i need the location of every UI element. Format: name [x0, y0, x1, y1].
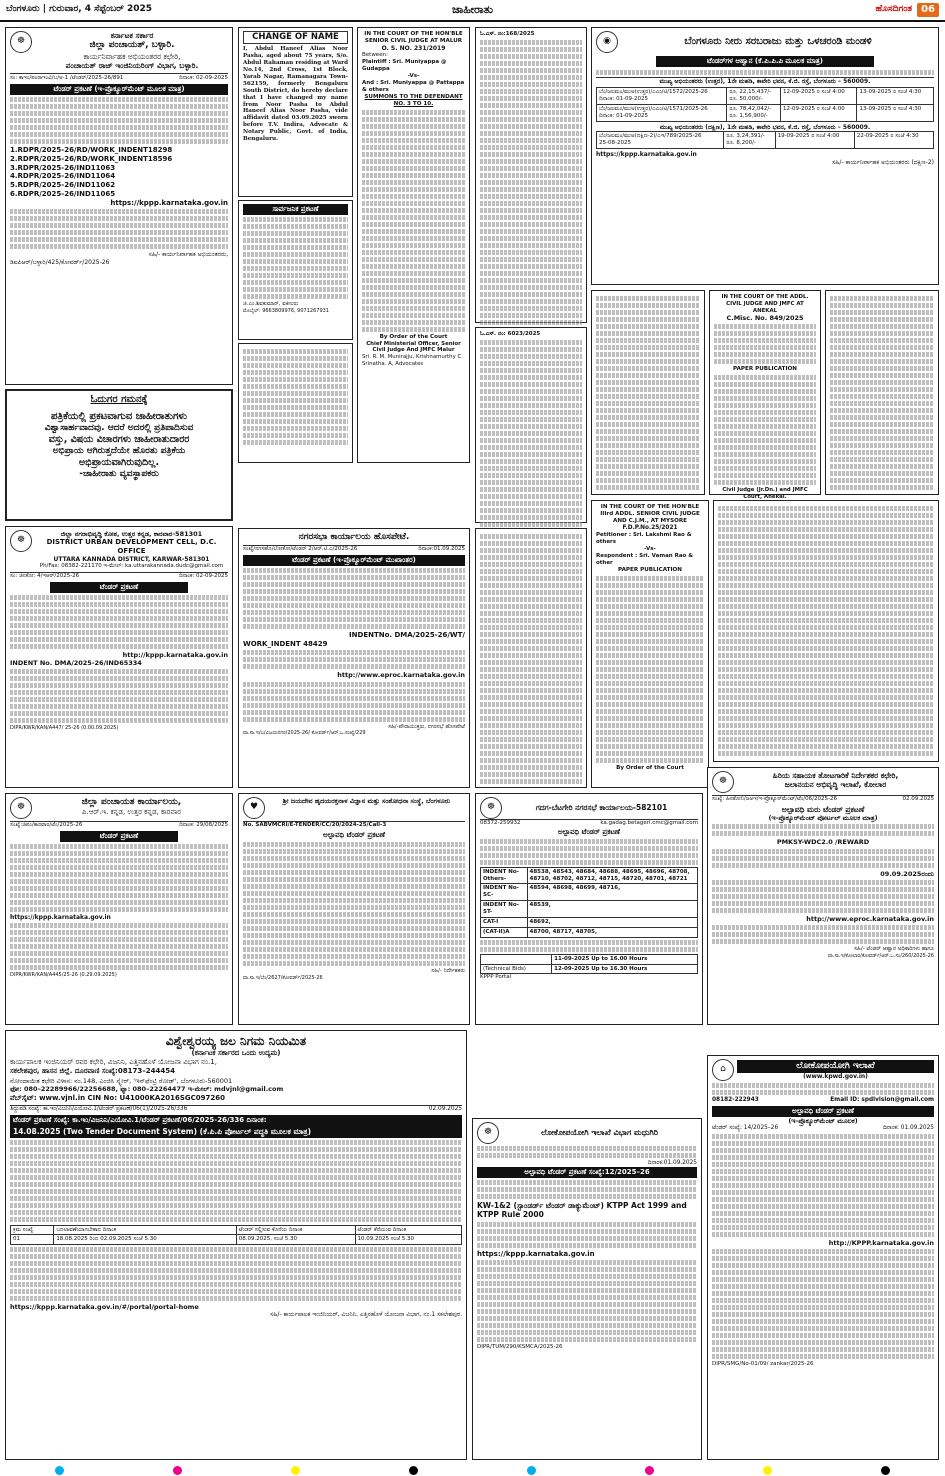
ref-number: ಓ.ಎಸ್. ನಂ:168/2025: [480, 31, 535, 37]
notice-line: ಅಭಿಪ್ರಾಯ ಆಗಿರುತ್ತದೆಯೇ ಹೊರತು ಪತ್ರಿಕೆಯ: [52, 446, 186, 457]
notice-line: ಪತ್ರಿಕೆಯಲ್ಲಿ ಪ್ರಕಟವಾಗುವ ಜಾಹೀರಾತುಗಳು: [50, 410, 188, 422]
color-registration-strip: [0, 1464, 945, 1476]
cyan-dot: [55, 1466, 64, 1475]
karnataka-emblem-icon: ☸: [712, 771, 734, 793]
list-item: 3.RDPR/2025-26/IND11063: [10, 163, 116, 172]
table-cell: 18.08.2025 ರಿಂದ 02.09.2025 ಸಂಜೆ 5.30: [54, 1235, 236, 1245]
ad-title: ಸಾರ್ವಜನಿಕ ಪ್ರಕಟಣೆ: [243, 204, 348, 215]
table-row: [481, 964, 698, 974]
court-title: IN THE COURT OF THE ADDL. CIVIL JUDGE AND JMFC AT ANEKAL: [721, 294, 809, 314]
ad-title: CHANGE OF NAME: [243, 31, 348, 44]
tender-label: 14.08.2025 (Two Tender Document System) (ಕೆ.ಪಿ.ಪಿ ಪೋರ್ಟಲ್ ಪದ್ಧತಿ ಮೂಲಕ ಮಾತ್ರ): [10, 1126, 462, 1137]
tender-label: ಅಲ್ಪಾವಧಿ ಟೆಂಡರ್ ಪ್ರಕಟಣೆ ಸಂಖ್ಯೆ:12/2025–26: [477, 1167, 697, 1178]
indent-number: INDENT No. DMA/2025-26/IND65334: [10, 658, 142, 667]
jayadeva-ad: [238, 793, 470, 1025]
portal-link[interactable]: https://kppp.karnataka.gov.in: [477, 1249, 595, 1258]
table-header: ಟೆಂಡರ್ ಸಲ್ಲಿಸುವ ಕೊನೆಯ ದಿನಾಂಕ: [236, 1225, 355, 1235]
court-order: By Order of the Court: [616, 764, 684, 771]
notice-line: ಅಭಿಪ್ರಾಯವಾಗಿರುವುದಿಲ್ಲ.: [78, 457, 160, 469]
tender-label: ಟೆಂಡರ್ ಪ್ರಕಟಣೆ: [60, 831, 178, 842]
tender-label: ಅಲ್ಪಾವಧಿ ಟೆಂಡರ್ ಪ್ರಕಟಣೆ: [557, 827, 621, 836]
tender-label: ಅಲ್ಪಾವಧಿ ಟೆಂಡರ್ ಪ್ರಕಟಣೆ: [712, 1106, 934, 1117]
institute-logo-icon: ♥: [243, 797, 265, 819]
table-header: ಕ್ರಮ ಸಂಖ್ಯೆ: [11, 1225, 54, 1235]
karnataka-emblem-icon: ☸: [477, 1122, 499, 1144]
case-number: C.Misc. No. 849/2025: [726, 314, 804, 323]
karnataka-emblem-icon: ☸: [480, 797, 502, 819]
ad-footer: ವಾ.ಸಾ.ಇ/ಕೋಲಾರ/ಕೋವರ್ಡ್/ಆರ್.ಒ.ಸಂ/260/2025-26: [827, 952, 934, 959]
office-title: ಲೋಕೋಪಯೋಗಿ ಇಲಾಖೆ ವಿಭಾಗ ಮಧುಗಿರಿ: [541, 1128, 658, 1137]
ad-body: I, Abdul Haneef Alias Noor Pasha, aged about 75 years, S/o. Abdul Rahaman residing at Ward No.14, 2nd Cross, 1st Block, Yarab Nagar, Ramanagara Town-562159, formerly Bengaluru South District, do hereby declare that I have changed my name from Noor Pasha to Abdul Haneef Alias Noor Pasha, vide affidavit dated 03.09.2025 sworn before T.V. Indira, Advocate & Notary Public, Govt. of India, Bengaluru.: [243, 45, 348, 143]
pwd-madhugiri-ad: [472, 1118, 702, 1460]
list-item: 6.RDPR/2025-26/IND11065: [10, 189, 116, 198]
office-line: UTTARA KANNADA DISTRICT, KARWAR-581301: [53, 555, 210, 563]
cyan-dot: [527, 1466, 536, 1475]
govt-label: ಕರ್ನಾಟಕ ಸರ್ಕಾರ: [110, 31, 154, 40]
dudc-karwar-ad: [5, 526, 233, 788]
table-cell: 01: [11, 1235, 54, 1245]
office-line: ಪಿ.ಆರ್.ಇ. ಕನ್ನಡ, ಉತ್ತರ ಕನ್ನಡ, ಕಾರವಾರ: [81, 808, 182, 817]
table-cell: ರೂ. 3,24,391/- ರೂ. 8,200/-: [724, 132, 775, 149]
indent-number: WORK_INDENT 48429: [243, 639, 328, 648]
indent-list: [10, 146, 228, 199]
table-cell: CAT-I: [481, 917, 528, 927]
karnataka-emblem-icon: ☸: [10, 31, 32, 53]
column3-notice-3: [475, 528, 587, 788]
ref-number: ಟೆಂಡರ್ ಸಂಖ್ಯೆ: 14/2025–26: [712, 1125, 779, 1132]
magenta-dot: [173, 1466, 182, 1475]
table-cell: ಬೆಂ/ಜಲಮಂ/ಮುಅ(ದಕ್ಷಿಣ-2)/ಎಇ/789/2025-26 25-08-2025: [597, 132, 724, 149]
scheme-name: PMKSY-WDC2.0 /REWARD: [776, 838, 870, 847]
watershed-kolar-ad: [707, 767, 939, 1025]
office-sub: (ಕರ್ನಾಟಕ ಸರ್ಕಾರದ ಒಂದು ಉದ್ಯಮ): [191, 1049, 281, 1057]
table-cell: (CAT-II)A: [481, 927, 528, 937]
act-reference: KW-1&2 (ಸ್ಟಾಂಡರ್ಡ್ ಟೆಂಡರ್ ಡಾಕ್ಯುಮೆಂಟ್) KTPP Act 1999 and KTPP Rule 2000: [477, 1200, 687, 1220]
case-number: F.D.P.No.25/2021: [622, 524, 678, 531]
phone-number: ಮೊಬೈಲ್: 9663809976, 9071267931: [243, 307, 329, 314]
email-address: Email ID: spdivision@gmail.com: [830, 1097, 934, 1103]
table-cell: INDENT No- Others-: [481, 867, 528, 884]
court-officer: Chief Ministerial Officer, Senior Civil Judge And JMFC Malur: [366, 340, 461, 354]
list-item: 4.RDPR/2025-26/IND11064: [10, 172, 116, 181]
table-row: [481, 867, 698, 884]
office-title: ಜಿಲ್ಲಾ ನಗರಾಭಿವೃದ್ಧಿ ಕೋಶ, ಉತ್ತರ ಕನ್ನಡ, ಕಾರವಾರ-581301: [60, 530, 203, 538]
office-contact: Ph/Fax: 08382-221170 ಇ-ಮೇಲ್: ka.uttarakannada.dudc@gmail.com: [39, 563, 224, 570]
table-row: [481, 884, 698, 901]
masthead-logo: ಹೊಸದಿಗಂತ: [875, 4, 913, 15]
ref-number: ಸಂ: ಕಾಇಂ/ಪಂರಾಇಂವಿ/ಬ/ಅ-1 /ಟೆಂಡರ್/2025-26/891: [10, 75, 124, 82]
table-cell: ರೂ. 22,15,437/- ರೂ. 50,000/-: [727, 88, 781, 105]
portal-link[interactable]: https://kppp.karnataka.gov.in: [596, 151, 697, 158]
office-title: ಬೆಂಗಳೂರು ನೀರು ಸರಬರಾಜು ಮತ್ತು ಒಳಚರಂಡಿ ಮಂಡಳಿ: [684, 35, 872, 47]
versus: -Vs-: [407, 73, 420, 80]
yellow-dot: [291, 1466, 300, 1475]
table-cell: INDENT No-ST-: [481, 901, 528, 918]
office-line: ಸಕಲೇಶಪುರ, ಹಾಸನ ಜಿಲ್ಲೆ. ದೂರವಾಣಿ ಸಂಖ್ಯೆ:08173–244454: [10, 1066, 175, 1075]
signature-line: ಸಹಿ/-ಪೌರಾಯುಕ್ತರು, ನಗರಸಭೆ ಹೊಸಪೇಟೆ: [388, 723, 465, 730]
list-item: 5.RDPR/2025-26/IND11062: [10, 181, 116, 189]
office-title: ಜಿಲ್ಲಾ ಪಂಚಾಯತ ಕಾರ್ಯಾಲಯ,: [81, 797, 182, 807]
court-officer: Civil Judge (Jr.Dn.) and JMFC Court, Anekal.: [722, 487, 808, 501]
publication-label: PAPER PUBLICATION: [618, 566, 682, 573]
office-title: ಲೋಕೋಪಯೋಗಿ ಇಲಾಖೆ: [737, 1060, 934, 1073]
office-title: ಜಲಾನಯನ ಅಭಿವೃದ್ಧಿ ಇಲಾಖೆ, ಕೋಲಾರ: [784, 780, 887, 790]
table-cell: 12-09-2025 ರ ಸಂಜೆ 4:00: [780, 88, 856, 105]
bwssb-ad: [591, 27, 939, 285]
mysore-court-ad: [591, 500, 709, 788]
black-dot: [881, 1466, 890, 1475]
deadline-table: [480, 954, 698, 975]
list-item: 2.RDPR/2025-26/RD/WORK_INDENT18596: [10, 154, 173, 163]
notice-line: ವಸ್ತು, ವಿಷಯ ವಿಚಾರಗಳು ಜಾಹೀರಾತುದಾರರ: [48, 434, 190, 446]
public-notice-ad: [238, 200, 353, 340]
portal-name: KPPP Portal: [480, 974, 512, 981]
portal-link[interactable]: https://kppp.karnataka.gov.in: [10, 913, 111, 921]
table-row: [481, 901, 698, 918]
column3-notice-2: [475, 327, 587, 523]
table-cell: (Technical Bids): [481, 964, 552, 974]
ad-footer: DIPR/KWR/KAN/A447/ 25-26 (0.00.09.2025): [10, 724, 119, 731]
portal-link[interactable]: https://kppp.karnataka.gov.in: [110, 198, 228, 207]
section-title: ಜಾಹೀರಾತು: [451, 3, 494, 17]
tender-label: ಅಲ್ಪಾವಧಿ ಮರು ಟೆಂಡರ್ ಪ್ರಕಟಣೆ: [781, 804, 865, 814]
notice-title: ಓದುಗರ ಗಮನಕ್ಕೆ: [90, 394, 148, 405]
table-header: ಟೆಂಡರ್ ತೆರೆಯುವ ದಿನಾಂಕ: [355, 1225, 461, 1235]
pwd-shivamogga-ad: [707, 1055, 939, 1460]
black-dot: [409, 1466, 418, 1475]
tender-table: [596, 131, 934, 149]
ref-date: 02.09.2025: [428, 1106, 462, 1113]
ref-date: ದಿನಾಂಕ: 01.09.2025: [882, 1125, 934, 1132]
tender-label: ಟೆಂಡರ್‌ಗಳ ಆಹ್ವಾನ (ಕೆ.ಪಿ.ಪಿ.ಪಿ ಮೂಲಕ ಮಾತ್ರ): [656, 56, 874, 67]
tender-label: ಅಲ್ಪಾವಧಿ ಟೆಂಡರ್ ಪ್ರಕಟಣೆ: [322, 830, 386, 839]
vjnl-ad: [5, 1030, 467, 1460]
tender-table: [596, 87, 934, 122]
ref-date: ದಿನಾಂಕ: 02-09-2025: [178, 75, 228, 82]
table-cell: INDENT No-SC-: [481, 884, 528, 901]
phone-number: 08182-222943: [712, 1097, 759, 1103]
table-row: [597, 105, 934, 122]
ref-date: 02.09.2025: [902, 796, 934, 802]
publication-label: PAPER PUBLICATION: [733, 366, 797, 373]
tender-label: ಟೆಂಡರ್ ಪ್ರಕಟಣೆ ಸಂಖ್ಯೆ: ಕಾ.ಇಂ/ವಿಜನಿನಿ/ಎಯೋವಿ.1/ಟೆಂಡರ್ ಪ್ರಕಟಣೆ/06/2025-26/336 ದಿನಾಂಕ:: [10, 1115, 462, 1126]
defendant: And : Sri. Muniyappa @ Pattappa & others: [362, 79, 465, 93]
ref-number: ಸಂಖ್ಯೆ/ನಗಸಹೊ/ಲೋಕೋ/ಟೆಂಡರ್ 2/ಆರ್.ಟಿ.ಎ/2025-26: [243, 546, 358, 553]
table-cell: 12-09-2025 ರ ಸಂಜೆ 4:00: [780, 105, 856, 122]
case-number: O. S. NO. 231/2019: [381, 44, 446, 52]
karnataka-emblem-icon: ☸: [10, 530, 32, 552]
tender-sublabel: (ಇ-ಪ್ರೊಕ್ಯೂರ್‌ಮೆಂಟ್ ಪೋರ್ಟಲ್ ಮೂಲಕ ಮಾತ್ರ): [768, 814, 878, 823]
zp-ballari-ad: [5, 27, 233, 385]
office-line: ಕಾರ್ಯನಿರ್ವಾಹಕ ಅಭಿಯಂತರರ ಕಛೇರಿ,: [83, 51, 181, 61]
notice-line: ವಿಶ್ವಾಸಾರ್ಹವಾದವು. ಆದರೆ ಅದರಲ್ಲಿ ಪ್ರತಿಪಾದಿಸುವ: [44, 423, 194, 433]
karnataka-emblem-icon: ☸: [10, 797, 32, 819]
list-item: 1.RDPR/2025-26/RD/WORK_INDENT18298: [10, 146, 173, 154]
office-line: ಕಾರ್ಯಪಾಲಕ ಇಂಜಿನಿಯರ್ ರವರ ಕಛೇರಿ, ವಿಜನಿನಿ, ಎತ್ತಿನಹೊಳೆ ಯೋಜನಾ ವಿಭಾಗ ನಂ.1,: [10, 1057, 217, 1066]
signature-line: ಸಹಿ/- ನಿರ್ದೇಶಕರು: [431, 967, 465, 974]
anekal-court-ad: [709, 290, 821, 501]
column3-notice-1: [475, 27, 587, 323]
table-cell: ರೂ. 78,42,042/- ರೂ. 1,56,900/-: [727, 105, 781, 122]
table-cell: [481, 954, 552, 964]
table-cell: 48700, 48717, 48705,: [527, 927, 697, 937]
summons-no: NO. 3 TO 10.: [393, 100, 434, 107]
ref-date: ದಿನಾಂಕ: 02-09-2025: [178, 573, 228, 579]
indent-number: INDENTNo. DMA/2025-26/WT/: [349, 630, 465, 639]
deadline-date: 09.09.2025ರಂದು: [880, 869, 934, 878]
ad-footer: ಡಿಐಪಿಆರ್/ಬಳ್ಳಾರಿ/425/ಕೋವರ್ಡ್/2025-26: [10, 258, 110, 266]
office-title: ಶ್ರೀ ಜಯದೇವ ಹೃದಯರಕ್ತನಾಳ ವಿಜ್ಞಾನ ಮತ್ತು ಸಂಶೋಧನಾ ಸಂಸ್ಥೆ, ಬೆಂಗಳೂರು: [282, 797, 451, 805]
table-cell: 13-09-2025 ರ ಸಂಜೆ 4:30: [857, 105, 934, 122]
amendment-table: [10, 1225, 462, 1246]
table-row: [11, 1225, 462, 1235]
table-cell: 11-09-2025 Up to 16.00 Hours: [552, 954, 698, 964]
office-website: ವೆಬ್‌ಸೈಟ್: www.vjnl.in CIN No: U41000KA2016SGC097260: [10, 1093, 225, 1102]
table-cell: 13-09-2025 ರ ಸಂಜೆ 4:30: [857, 88, 934, 105]
column4-notice-3: [713, 500, 939, 762]
ad-footer: DIPR/TUM/290/KSMCA/2025-26: [477, 1344, 563, 1351]
summons-title: SUMMONS TO THE DEFENDANT: [364, 93, 463, 100]
ref-date: ದಿನಾಂಕ: 29/08/2025: [179, 822, 228, 828]
indent-table: [480, 867, 698, 938]
office-website: (www.kpwd.gov.in): [803, 1072, 868, 1080]
ref-date: ದಿನಾಂಕ:01.09.2025: [418, 546, 465, 553]
table-cell: 48538, 48543, 48684, 48688, 48695, 48696, 48708, 48710, 48702, 48712, 48715, 48720, 48701, 48721: [527, 867, 697, 884]
table-row: [481, 954, 698, 964]
page-number: 06: [917, 3, 939, 18]
readers-notice: [5, 389, 233, 521]
ref-number: ಓ.ಎಸ್. ನಂ: 6023/2025: [480, 331, 541, 337]
phone-number: 08372-259932: [480, 820, 521, 826]
ad-footer: DIPR/KWR/KAN/A445/25-26 (0.29.09.2025): [10, 972, 117, 979]
ref-number: ಸಂಖ್ಯೆ: ಹಿಸತೋನಿ/ಜಅಇ/ಇ-ಪ್ರೊಕ್ಯೂರ್‌ಮೆಂಟ್/ಟೆಂ/06/2025-26: [712, 796, 837, 802]
ref-number: ತಿದ್ದುಪಡಿ ಸಂಖ್ಯೆ: ಕಾ.ಇಂ/ವಿಜನಿನಿ/ಎಯೋವಿ.1/ಟೆಂಡರ್ ಪ್ರಕಟಣೆ/06(1)/2025-26/336: [10, 1106, 188, 1113]
malur-court-ad: [357, 27, 470, 463]
tender-label: ಟೆಂಡರ್ ಪ್ರಕಟಣೆ: [50, 582, 188, 593]
signature-line: ಜಿ.ಎಂ.ಶಿವಕುಮಾರ್, ವಕೀಲರು: [243, 300, 299, 307]
petitioner: Petitioner : Sri. Lakshmi Rao & others: [596, 532, 692, 546]
tender-sublabel: (ಇ-ಪ್ರೊಕ್ಯೂರ್‌ಮೆಂಟ್ ಮೂಲಕ): [788, 1116, 858, 1125]
table-cell: 48692,: [527, 917, 697, 927]
table-cell: 22-09-2025 ರ ಸಂಜೆ 4:30: [854, 132, 933, 149]
page-header: [0, 0, 945, 22]
yellow-dot: [763, 1466, 772, 1475]
email-address: ka.gadag.betageri.cmc@gmail.com: [600, 820, 698, 826]
tender-label: ಟೆಂಡರ್ ಪ್ರಕಟಣೆ (ಇ-ಪ್ರೊಕ್ಯೂರ್‌ಮೆಂಟ್ ಮೂಲಕ ಮಾತ್ರ): [10, 84, 228, 95]
ad-footer: DIPR/SMG/No-01/09/ zankar/2025-26: [712, 1361, 814, 1368]
change-of-name-ad: [238, 27, 353, 197]
table-row: [597, 88, 934, 105]
court-order: By Order of the Court: [379, 333, 448, 340]
court-title: IN THE COURT OF THE HON'BLE SENIOR CIVIL JUDGE AT MALUR: [364, 31, 463, 44]
respondent: Respondent : Sri. Vaman Rao & other: [596, 552, 694, 566]
office-title: ಗದಗ-ಬೆಟಗೇರಿ ನಗರಸಭೆ ಕಾರ್ಯಾಲಯ-582101: [535, 803, 668, 813]
office-line: ನೋಂದಾಯಿತ ಕಛೇರಿ ವಿಳಾಸ: ನಂ.148, ಎಂಜಿಸಿ ಸ್ಕ್ವೇರ್, 'ಇನ್‌ಫೆಂಟ್ರಿ ರೋಡ್', ಬೆಂಗಳೂರು-560001: [10, 1077, 233, 1086]
tender-label: ಟೆಂಡರ್ ಪ್ರಕಟಣೆ (ಇ-ಪ್ರೊಕ್ಯೂರ್‌ಮೆಂಟ್ ಮುಖಾಂತರ): [243, 555, 465, 566]
table-cell: 19-09-2025 ರ ಸಂಜೆ 4:00: [775, 132, 854, 149]
nagarasabhe-ad: [238, 528, 470, 788]
court-title: IN THE COURT OF THE HON'BLE IIIrd ADDL. SENIOR CIVIL JUDGE AND C.J.M., AT MYSORE: [600, 504, 700, 524]
zp-karwar-ad: [5, 793, 233, 1025]
signature-line: ಸಹಿ/- ಕಾರ್ಯಪಾಲಕ ಇಂಜಿನಿಯರ್, ವಿಜನಿನಿ, ಎತ್ತಿನಹೊಳೆ ಯೋಜನಾ ವಿಭಾಗ, ನಂ.1 ಸಕಲೇಶಪುರ.: [270, 1311, 462, 1319]
office-title-en: DISTRICT URBAN DEVELOPMENT CELL, D.C. OFFICE: [46, 538, 217, 555]
table-cell: 08.09.2025, ಸಂಜೆ 5.30: [236, 1235, 355, 1245]
ref-number: ಸಂ: ಜಿನಕೋ: 4/ಇಆರ್/2025-26: [10, 573, 80, 579]
column4-notice-1: [591, 290, 705, 495]
table-row: [597, 132, 934, 149]
table-row: [481, 917, 698, 927]
advocate: Sri. R. M. Munirajju, Krishnamurthy C. Srinatha. A, Advocates: [362, 354, 463, 367]
table-header: ಬದಲಾವಣೆಯಾಗಬೇಕಾದ ದಿನಾಂಕ: [54, 1225, 236, 1235]
ad-footer: ವಾ.ಸಾ.ಇ/ಬ/ವಿಜಯನಗರ/2025-26/ ಕೋವರ್ಡ್/ಆರ್.ಒ.ಸಂಖ್ಯೆ/229: [243, 730, 366, 737]
office-address: ಮುಖ್ಯ ಅಭಿಯಂತರರು (ದಕ್ಷಿಣ), 1ನೇ ಮಹಡಿ, ಕಾವೇರಿ ಭವನ, ಕೆ.ಜಿ. ರಸ್ತೆ, ಬೆಂಗಳೂರು – 560009.: [659, 123, 871, 131]
office-title: ವಿಶ್ವೇಶ್ವರಯ್ಯ ಜಲ ನಿಗಮ ನಿಯಮಿತ: [165, 1034, 307, 1048]
column4-notice-2: [825, 290, 939, 495]
bwssb-logo-icon: ◉: [596, 31, 618, 53]
portal-link[interactable]: https://kppp.karnataka.gov.in/#/portal/portal-home: [10, 1303, 199, 1312]
table-cell: 10.09.2025 ಸಂಜೆ 5.30: [355, 1235, 461, 1245]
office-address: ಮುಖ್ಯ ಅಭಿಯಂತರರು (ಉತ್ತರ), 1ನೇ ಮಹಡಿ, ಕಾವೇರಿ ಭವನ, ಕೆ.ಜಿ. ರಸ್ತೆ, ಬೆಂಗಳೂರು – 560009.: [596, 77, 934, 86]
office-line: ಪಂಚಾಯತ್ ರಾಜ್ ಇಂಜಿನಿಯರಿಂಗ್ ವಿಭಾಗ, ಬಳ್ಳಾರಿ.: [65, 61, 199, 70]
issue-date: ಬೆಂಗಳೂರು | ಗುರುವಾರ, 4 ಸೆಪ್ಟೆಂಬರ್ 2025: [6, 4, 153, 15]
office-title: ನಗರಸಭಾ ಕಾರ್ಯಾಲಯ ಹೊಸಪೇಟೆ.: [298, 532, 410, 542]
signature-line: ಸಹಿ/- ಕಾರ್ಯನಿರ್ವಾಹಕ ಅಭಿಯಂತರರು,: [148, 251, 228, 259]
table-cell: ಬೆಂ/ಜಲಮಂ/ಮುಅ(ಉತ್ತರ)/ಎಎಂ/ಟಿ/1571/2025-26 ದಿನಾಂಕ: 01-09-2025: [597, 105, 727, 122]
portal-link[interactable]: http://www.eproc.karnataka.gov.in: [337, 671, 465, 680]
table-cell: 48539,: [527, 901, 697, 918]
versus: -Vs-: [644, 545, 656, 552]
table-cell: 12-09-2025 Up to 16.30 Hours: [552, 964, 698, 974]
ad-footer: ವಾ.ಸಾ.ಇ/ಬೆಂ/2627/ಕೋವರ್ಡ್/2025-26: [243, 974, 323, 981]
notice-line: -ಜಾಹೀರಾತು ವ್ಯವಸ್ಥಾಪಕರು: [79, 469, 159, 480]
plaintiff: Plaintiff : Sri. Muniyappa @ Gudappa: [362, 59, 447, 73]
magenta-dot: [645, 1466, 654, 1475]
table-cell: ಬೆಂ/ಜಲಮಂ/ಮುಅ(ಉತ್ತರ)/ಎಎಂ/ಟಿ/1572/2025-26 ದಿನಾಂಕ: 01-09-2025: [597, 88, 727, 105]
portal-link[interactable]: http://www.eproc.karnataka.gov.in: [806, 914, 934, 923]
ref-number: ಸಂಖ್ಯೆ:ಜಿಪಂ/ಕಾರವಾರ/ಟೆಂ/2025-26: [10, 822, 83, 828]
table-row: [481, 927, 698, 937]
office-title: ಹಿರಿಯ ಸಹಾಯಕ ತೋಟಗಾರಿಕೆ ನಿರ್ದೇಶಕರ ಕಛೇರಿ,: [772, 771, 899, 780]
ref-date: ದಿನಾಂಕ:01.09.2025: [647, 1160, 697, 1166]
signature-line: ಸಹಿ/- ಟೆಂಡರ್ ಆಹ್ವಾನ ಅಧಿಕಾರಿಗಳು ಹಾಗೂ: [854, 945, 934, 952]
office-title: ಜಿಲ್ಲಾ ಪಂಚಾಯತ್, ಬಳ್ಳಾರಿ.: [89, 40, 175, 51]
table-cell: 48594, 48698, 48699, 48716,: [527, 884, 697, 901]
portal-link[interactable]: http://KPPP.karnataka.gov.in: [828, 1239, 934, 1248]
portal-link[interactable]: http://kppp.karnataka.gov.in: [122, 650, 228, 659]
ref-number: No. SABVMCRI/E-TENDER/CC/20/2024-25/Call-3: [243, 821, 465, 829]
table-row: [11, 1235, 462, 1245]
office-contact: ಫೋ: 080–22289966/22256688, ಫ್ಯಾ: 080–22264477 ಇ-ಮೇಲ್: mdvjnl@gmail.com: [10, 1085, 284, 1094]
gadag-cmc-ad: [475, 793, 703, 1025]
pwd-logo-icon: ⌂: [712, 1059, 734, 1081]
between-label: Between:: [362, 52, 388, 59]
signature-line: ಸಹಿ/- ಕಾರ್ಯನಿರ್ವಾಹಕ ಅಭಿಯಂತರರು (ದಕ್ಷಿಣ-2): [832, 158, 934, 166]
small-notice-ad: [238, 343, 353, 463]
